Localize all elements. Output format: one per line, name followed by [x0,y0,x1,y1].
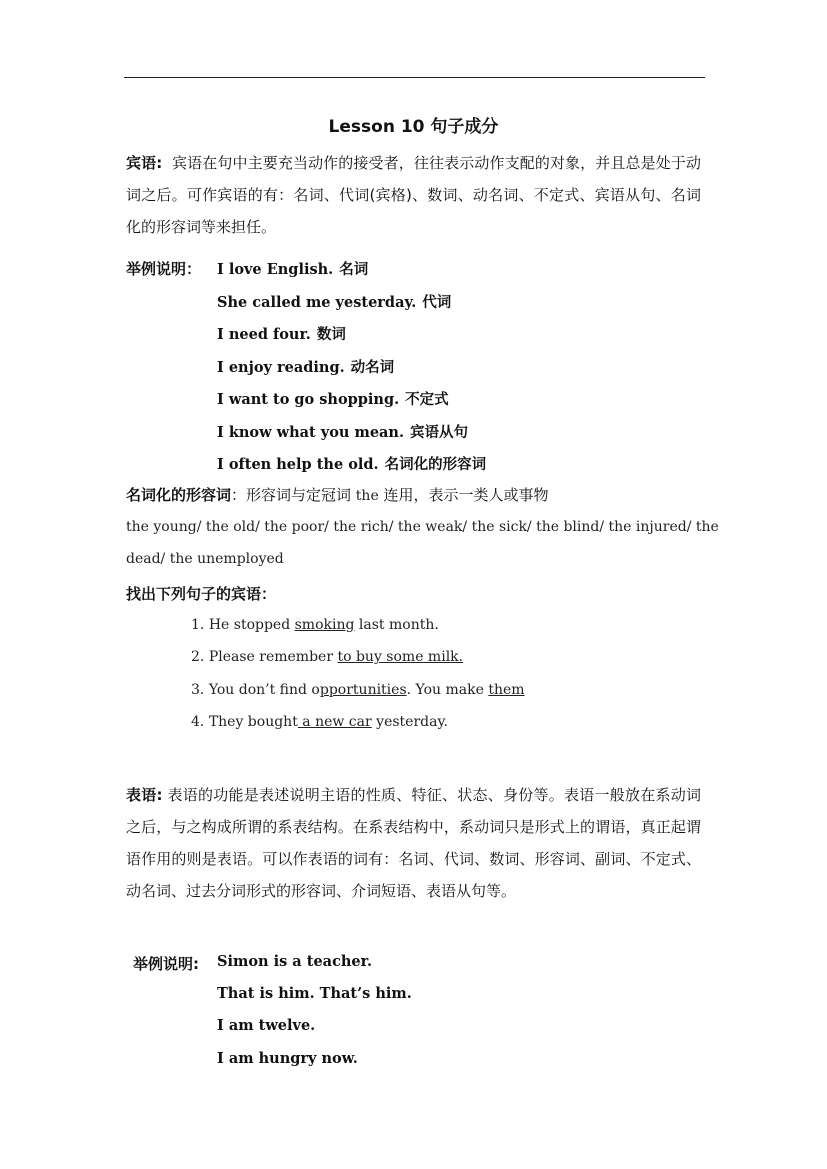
exercise-item: 1. He stopped smoking last month. [191,617,439,633]
exercise-heading: 找出下列句子的宾语： [126,585,277,603]
page-title: Lesson 10 句子成分 [328,117,499,137]
object-examples-label: 举例说明： [126,260,202,278]
example-row: I am hungry now. [217,1050,358,1067]
object-answer: smoking [294,617,355,633]
object-answer: to buy some milk. [337,649,464,665]
exercise-item: 2. Please remember to buy some milk. [191,649,464,665]
example-row: I know what you mean. 宾语从句 [217,424,469,441]
predicative-paragraph [126,779,701,907]
nominal-adj-label: 名词化的形容词 [126,486,232,504]
example-row: She called me yesterday. 代词 [217,294,452,311]
example-row: I enjoy reading. 动名词 [217,359,395,376]
predicative-text: 表语的功能是表述说明主语的性质、特征、状态、身份等。表语一般放在系动词之后，与之构成所谓的系表结构。在系表结构中，系动词只是形式上的谓语，真正起谓语作用的则是表语。可以作表语的词有：名词、代词、数词、形容词、副词、不定式、动名词、过去分词形式的形容词、介词短语、表语从句等。 [126,786,701,900]
object-answer: them [488,682,525,698]
object-answer: a new car [297,714,372,730]
predicative-examples-label: 举例说明: [133,955,199,973]
example-row: I need four. 数词 [217,326,346,343]
nominal-adj-list-1: the young/ the old/ the poor/ the rich/ the weak/ the sick/ the blind/ the injured/ the [126,519,719,535]
object-answer: pportunities [319,682,407,698]
header-rule [124,77,705,78]
example-row: I am twelve. [217,1017,316,1034]
example-row: That is him. That’s him. [217,985,412,1002]
example-row: I often help the old. 名词化的形容词 [217,456,487,473]
nominal-adj-line: 名词化的形容词：形容词与定冠词 the 连用，表示一类人或事物 [126,486,549,504]
example-row: I love English. 名词 [217,261,369,278]
object-label: 宾语: [126,154,163,172]
example-row: I want to go shopping. 不定式 [217,391,449,408]
object-paragraph [126,147,701,243]
example-row: Simon is a teacher. [217,953,373,970]
exercise-item: 3. You don’t find opportunities. You make them [191,682,525,698]
predicative-label: 表语: [126,786,163,804]
object-text: 宾语在句中主要充当动作的接受者，往往表示动作支配的对象，并且总是处于动词之后。可作宾语的有：名词、代词(宾格)、数词、动名词、不定式、宾语从句、名词化的形容词等来担任。 [126,154,701,236]
nominal-adj-list-2: dead/ the unemployed [126,551,284,567]
exercise-item: 4. They bought a new car yesterday. [191,714,448,730]
